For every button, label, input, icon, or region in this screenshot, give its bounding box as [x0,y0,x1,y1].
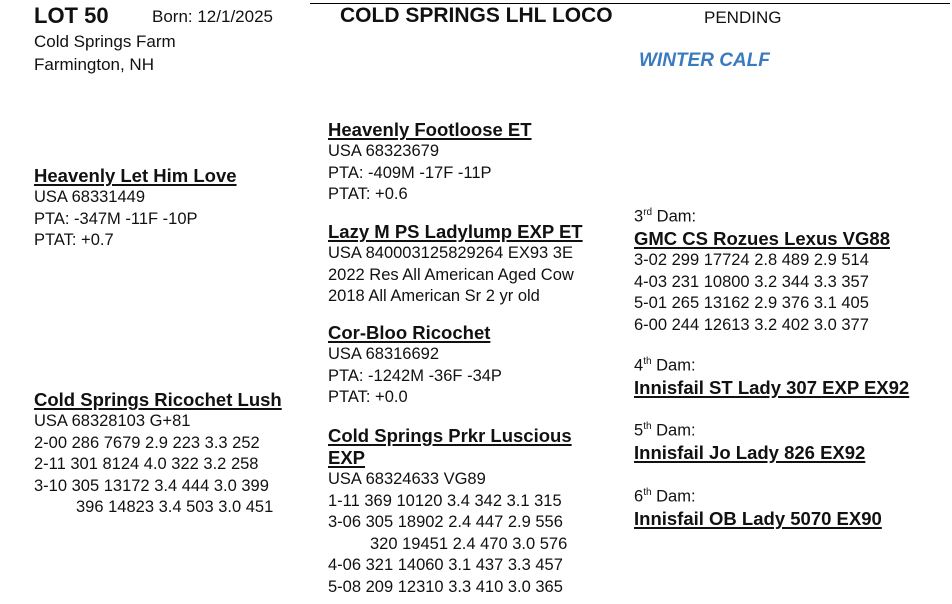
third-dam-record: 5-01 265 13162 2.9 376 3.1 405 [634,294,869,313]
third-dam-record: 4-03 231 10800 3.2 344 3.3 357 [634,272,869,291]
sire-block [34,165,237,252]
dam-sire-block [328,322,502,409]
sire-sire-registration: USA 68323679 [328,142,440,160]
dam-sire-pta: PTA: -1242M -36F -34P [328,366,502,385]
third-dam-name: GMC CS Rozues Lexus VG88 [634,228,890,250]
dam-sire-ptat: PTAT: +0.0 [328,388,408,407]
dam-record: 2-11 301 8124 4.0 322 3.2 258 [34,455,259,474]
sixth-dam-block [634,482,882,530]
fourth-dam-label: 4th Dam: [634,356,696,375]
fourth-dam-name: Innisfail ST Lady 307 EXP EX92 [634,377,910,399]
fourth-dam-block [634,351,909,399]
sire-dam-block [328,221,583,308]
sire-sire-pta: PTA: -409M -17F -11P [328,163,492,182]
dam-dam-name-cont: EXP [328,447,366,468]
sire-sire-ptat: PTAT: +0.6 [328,185,408,204]
dam-dam-block [328,425,572,599]
fifth-dam-name: Innisfail Jo Lady 826 EX92 [634,442,866,464]
dam-dam-record: 4-06 321 14060 3.1 437 3.3 457 [328,556,563,575]
third-dam-record: 3-02 299 17724 2.8 489 2.9 514 [634,251,869,270]
sire-registration: USA 68331449 [34,188,146,206]
dam-dam-name: Cold Springs Prkr Luscious [328,425,572,446]
dam-block [34,389,282,519]
sixth-dam-name: Innisfail OB Lady 5070 EX90 [634,508,882,530]
dam-dam-registration: USA 68324633 VG89 [328,470,486,488]
sire-name: Heavenly Let Him Love [34,165,237,186]
sixth-dam-label: 6th Dam: [634,487,696,506]
farm-location: Farmington, NH [34,55,154,74]
third-dam-block [634,202,890,336]
sire-sire-block [328,119,532,206]
sire-ptat: PTAT: +0.7 [34,231,114,250]
lot-number: LOT 50 [34,3,109,28]
fifth-dam-label: 5th Dam: [634,421,696,440]
dam-dam-record: 320 19451 2.4 470 3.0 576 [370,534,568,553]
sire-pta: PTA: -347M -11F -10P [34,209,198,228]
fifth-dam-block [634,416,865,464]
dam-dam-record: 5-08 209 12310 3.3 410 3.0 365 [328,577,563,596]
sire-dam-award: 2022 Res All American Aged Cow [328,265,574,284]
third-dam-record: 6-00 244 12613 3.2 402 3.0 377 [634,315,869,334]
dam-dam-record: 1-11 369 10120 3.4 342 3.1 315 [328,491,562,510]
dam-name: Cold Springs Ricochet Lush [34,389,282,410]
dam-record: 396 14823 3.4 503 3.0 451 [76,498,274,517]
third-dam-label: 3rd Dam: [634,207,697,226]
dam-registration: USA 68328103 G+81 [34,412,191,430]
status-label: PENDING [704,8,782,27]
sire-dam-name: Lazy M PS Ladylump EXP ET [328,221,583,242]
dam-sire-name: Cor-Bloo Ricochet [328,322,491,343]
sire-sire-name: Heavenly Footloose ET [328,119,532,140]
sire-dam-registration: USA 840003125829264 EX93 3E [328,244,573,262]
animal-name: COLD SPRINGS LHL LOCO [340,4,613,27]
dam-sire-registration: USA 68316692 [328,345,440,363]
birth-date: Born: 12/1/2025 [152,7,273,26]
dam-dam-record: 3-06 305 18902 2.4 447 2.9 556 [328,513,563,532]
classification: WINTER CALF [639,50,770,71]
farm-name: Cold Springs Farm [34,32,176,51]
dam-record: 3-10 305 13172 3.4 444 3.0 399 [34,476,269,495]
dam-record: 2-00 286 7679 2.9 223 3.3 252 [34,433,260,452]
sire-dam-award: 2018 All American Sr 2 yr old [328,287,540,306]
farm-info [34,30,176,76]
